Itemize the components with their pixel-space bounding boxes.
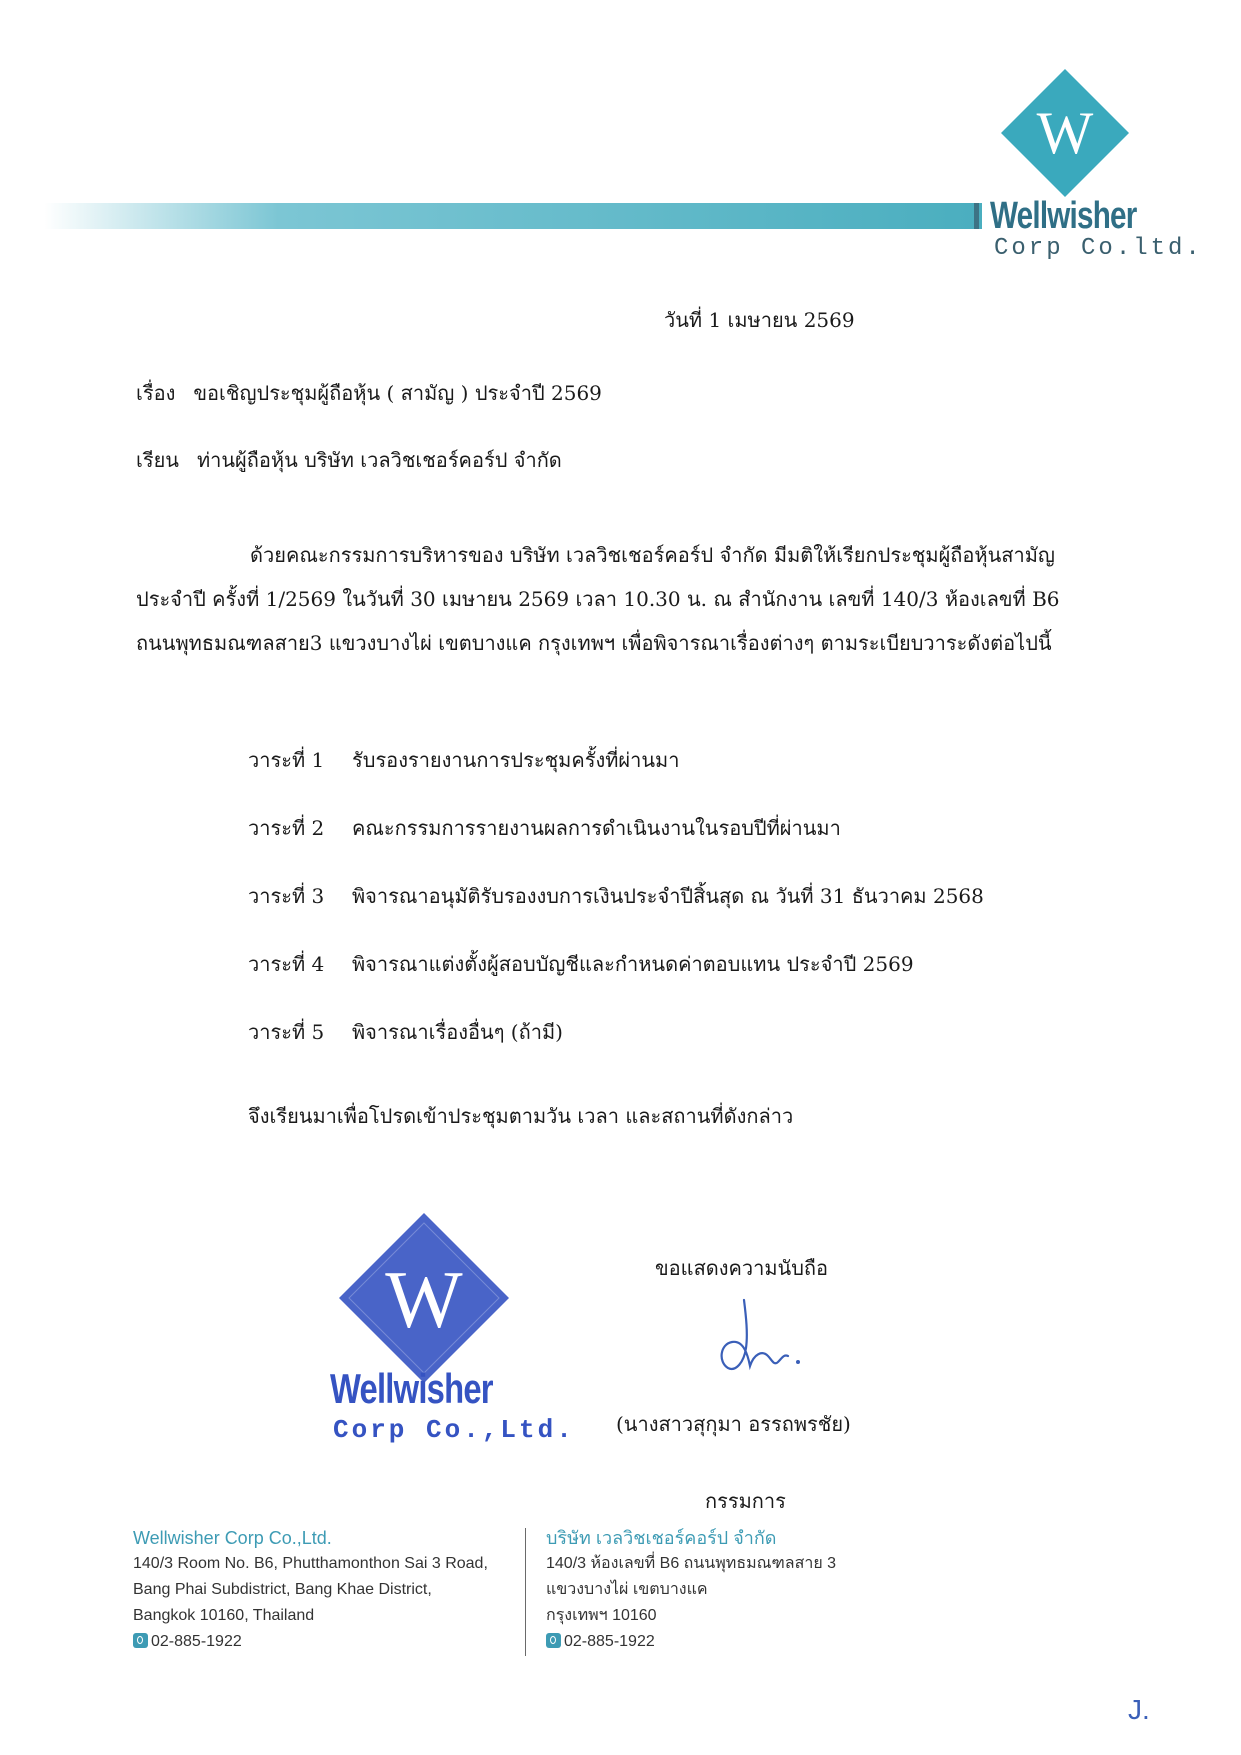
subject-label: เรื่อง <box>136 381 176 405</box>
phone-icon <box>133 1633 148 1648</box>
handwritten-signature <box>706 1296 816 1386</box>
agenda-item <box>248 744 1048 776</box>
footer-address-en <box>133 1525 523 1655</box>
footer-phone <box>133 1629 523 1655</box>
agenda-item <box>248 812 1048 844</box>
agenda-text: คณะกรรมการรายงานผลการดำเนินงานในรอบปีที่ผ่านมา <box>352 816 841 840</box>
agenda-number: วาระที่ 3 <box>248 884 325 908</box>
body-paragraph <box>136 533 1086 665</box>
footer-phone-number: 02-885-1922 <box>151 1633 242 1650</box>
agenda-number: วาระที่ 5 <box>248 1020 325 1044</box>
subject-text: ขอเชิญประชุมผู้ถือหุ้น ( สามัญ ) ประจำปี 2569 <box>193 381 602 405</box>
stamp-company-name: Wellwisher <box>330 1365 493 1412</box>
footer-address-line: กรุงเทพฯ 10160 <box>546 1607 657 1624</box>
footer-address-line: 140/3 Room No. B6, Phutthamonthon Sai 3 Road, <box>133 1555 488 1572</box>
signer-position: กรรมการ <box>705 1489 786 1513</box>
recipient-text: ท่านผู้ถือหุ้น บริษัท เวลวิชเชอร์คอร์ป จำกัด <box>196 448 562 472</box>
footer-phone-number: 02-885-1922 <box>564 1633 655 1650</box>
agenda-number: วาระที่ 1 <box>248 748 325 772</box>
letter-date: วันที่ 1 เมษายน 2569 <box>664 308 855 332</box>
recipient-line <box>136 447 562 473</box>
agenda-number: วาระที่ 2 <box>248 816 325 840</box>
stamp-company-subtitle: Corp Co.,Ltd. <box>333 1415 575 1445</box>
agenda-text: พิจารณาอนุมัติรับรองงบการเงินประจำปีสิ้นสุด ณ วันที่ 31 ธันวาคม 2568 <box>352 884 984 908</box>
company-logo-icon <box>999 67 1131 199</box>
regards-text: ขอแสดงความนับถือ <box>655 1256 829 1280</box>
footer-company-en: Wellwisher Corp Co.,Ltd. <box>133 1528 332 1548</box>
header-gradient-bar <box>44 203 982 229</box>
handwritten-initial: J. <box>1128 1694 1150 1725</box>
agenda-text: พิจารณาแต่งตั้งผู้สอบบัญชีและกำหนดค่าตอบแทน ประจำปี 2569 <box>352 952 914 976</box>
body-text: ด้วยคณะกรรมการบริหารของ บริษัท เวลวิชเชอร์คอร์ป จำกัด มีมติให้เรียกประชุมผู้ถือหุ้นสามัญประจำปี ครั้งที่ 1/2569 ในวันที่ 30 เมษายน 2569 เวลา 10.30 น. ณ สำนักงาน เลขที่ 140/3 ห้องเลขที่ B6 ถนนพุทธมณฑลสาย3 แขวงบางไผ่ เขตบางแค กรุงเทพฯ เพื่อพิจารณาเรื่องต่างๆ ตามระเบียบวาระดังต่อไปนี้ <box>136 543 1060 655</box>
agenda-text: รับรองรายงานการประชุมครั้งที่ผ่านมา <box>352 748 680 772</box>
closing-sentence: จึงเรียนมาเพื่อโปรดเข้าประชุมตามวัน เวลา และสถานที่ดังกล่าว <box>248 1104 794 1128</box>
agenda-number: วาระที่ 4 <box>248 952 325 976</box>
subject-line <box>136 380 602 406</box>
footer-address-th <box>546 1525 886 1655</box>
footer-divider <box>525 1528 526 1656</box>
agenda-item <box>248 1016 1048 1048</box>
agenda-item <box>248 948 1048 980</box>
agenda-text: พิจารณาเรื่องอื่นๆ (ถ้ามี) <box>352 1020 563 1044</box>
signer-name: (นางสาวสุกุมา อรรถพรชัย) <box>616 1412 851 1436</box>
recipient-label: เรียน <box>136 448 179 472</box>
footer-address-line: แขวงบางไผ่ เขตบางแค <box>546 1581 708 1598</box>
footer-address-line: 140/3 ห้องเลขที่ B6 ถนนพุทธมณฑลสาย 3 <box>546 1555 837 1572</box>
phone-icon <box>546 1633 561 1648</box>
agenda-item <box>248 880 1048 912</box>
brand-subtitle: Corp Co.ltd. <box>994 235 1203 262</box>
stamp-letter: W <box>385 1254 463 1345</box>
footer-address-line: Bangkok 10160, Thailand <box>133 1607 315 1624</box>
footer-phone <box>546 1629 886 1655</box>
footer-address-line: Bang Phai Subdistrict, Bang Khae District, <box>133 1581 432 1598</box>
header-bar-end <box>974 203 979 229</box>
logo-letter: W <box>1036 100 1094 166</box>
footer-company-th: บริษัท เวลวิชเชอร์คอร์ป จำกัด <box>546 1528 777 1548</box>
brand-name: Wellwisher <box>990 195 1137 237</box>
